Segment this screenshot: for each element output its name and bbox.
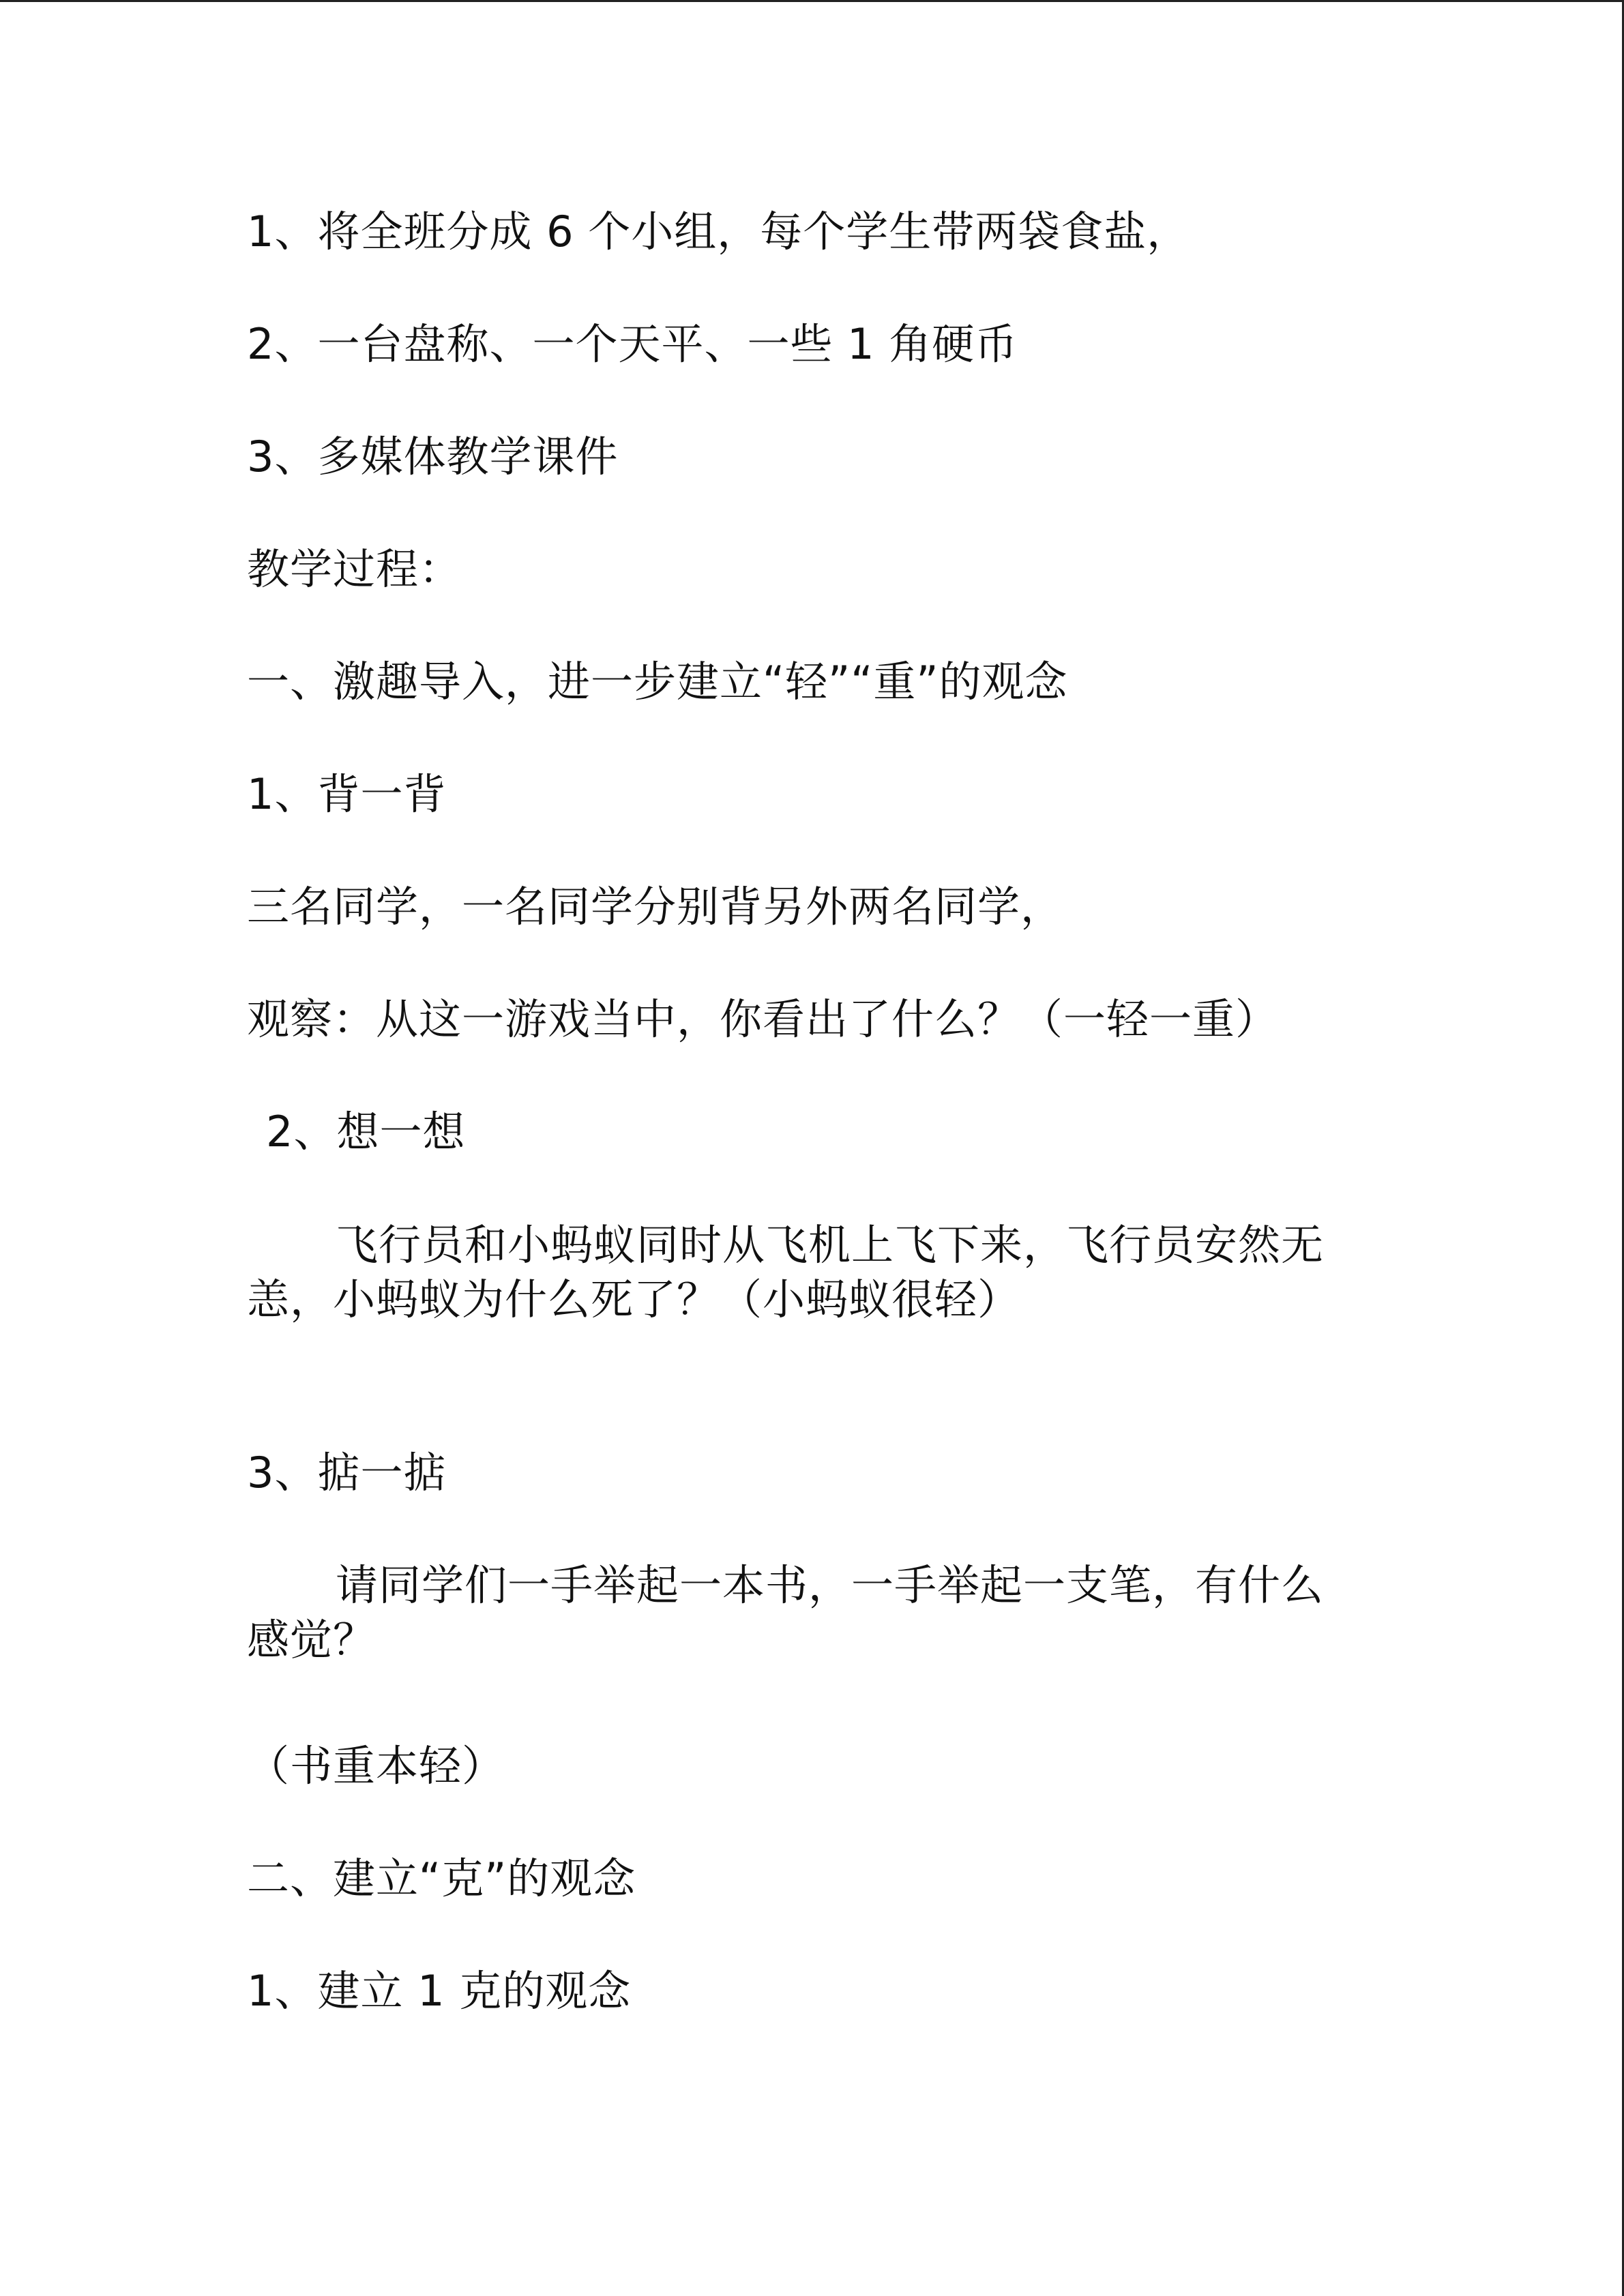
activity-heading-2: 2、想一想 — [266, 1107, 466, 1157]
activity-question-1: 观察：从这一游戏当中，你看出了什么？（一轻一重） — [247, 994, 1279, 1044]
subsection-heading-1: 1、建立 1 克的观念 — [247, 1966, 632, 2016]
section-heading-2: 二、建立“克”的观念 — [247, 1853, 636, 1903]
activity-heading-1: 1、背一背 — [247, 769, 447, 819]
activity-answer-3: （书重本轻） — [247, 1741, 505, 1791]
section-heading-1: 一、激趣导入，进一步建立“轻”“重”的观念 — [247, 657, 1068, 706]
materials-item-3: 3、多媒体教学课件 — [247, 432, 619, 481]
activity-heading-3: 3、掂一掂 — [247, 1448, 447, 1497]
page-top-border — [0, 0, 1624, 2]
materials-item-1: 1、将全班分成 6 个小组，每个学生带两袋食盐， — [247, 207, 1190, 256]
activity-paragraph-3: 请同学们一手举起一本书，一手举起一支笔，有什么感觉？ — [247, 1560, 1325, 1665]
activity-paragraph-2: 飞行员和小蚂蚁同时从飞机上飞下来，飞行员安然无恙，小蚂蚁为什么死了？（小蚂蚁很轻） — [247, 1220, 1325, 1324]
activity-text-1: 三名同学，一名同学分别背另外两名同学， — [247, 882, 1064, 931]
section-heading-process: 教学过程： — [247, 544, 462, 594]
materials-item-2: 2、一台盘称、一个天平、一些 1 角硬币 — [247, 319, 1018, 369]
